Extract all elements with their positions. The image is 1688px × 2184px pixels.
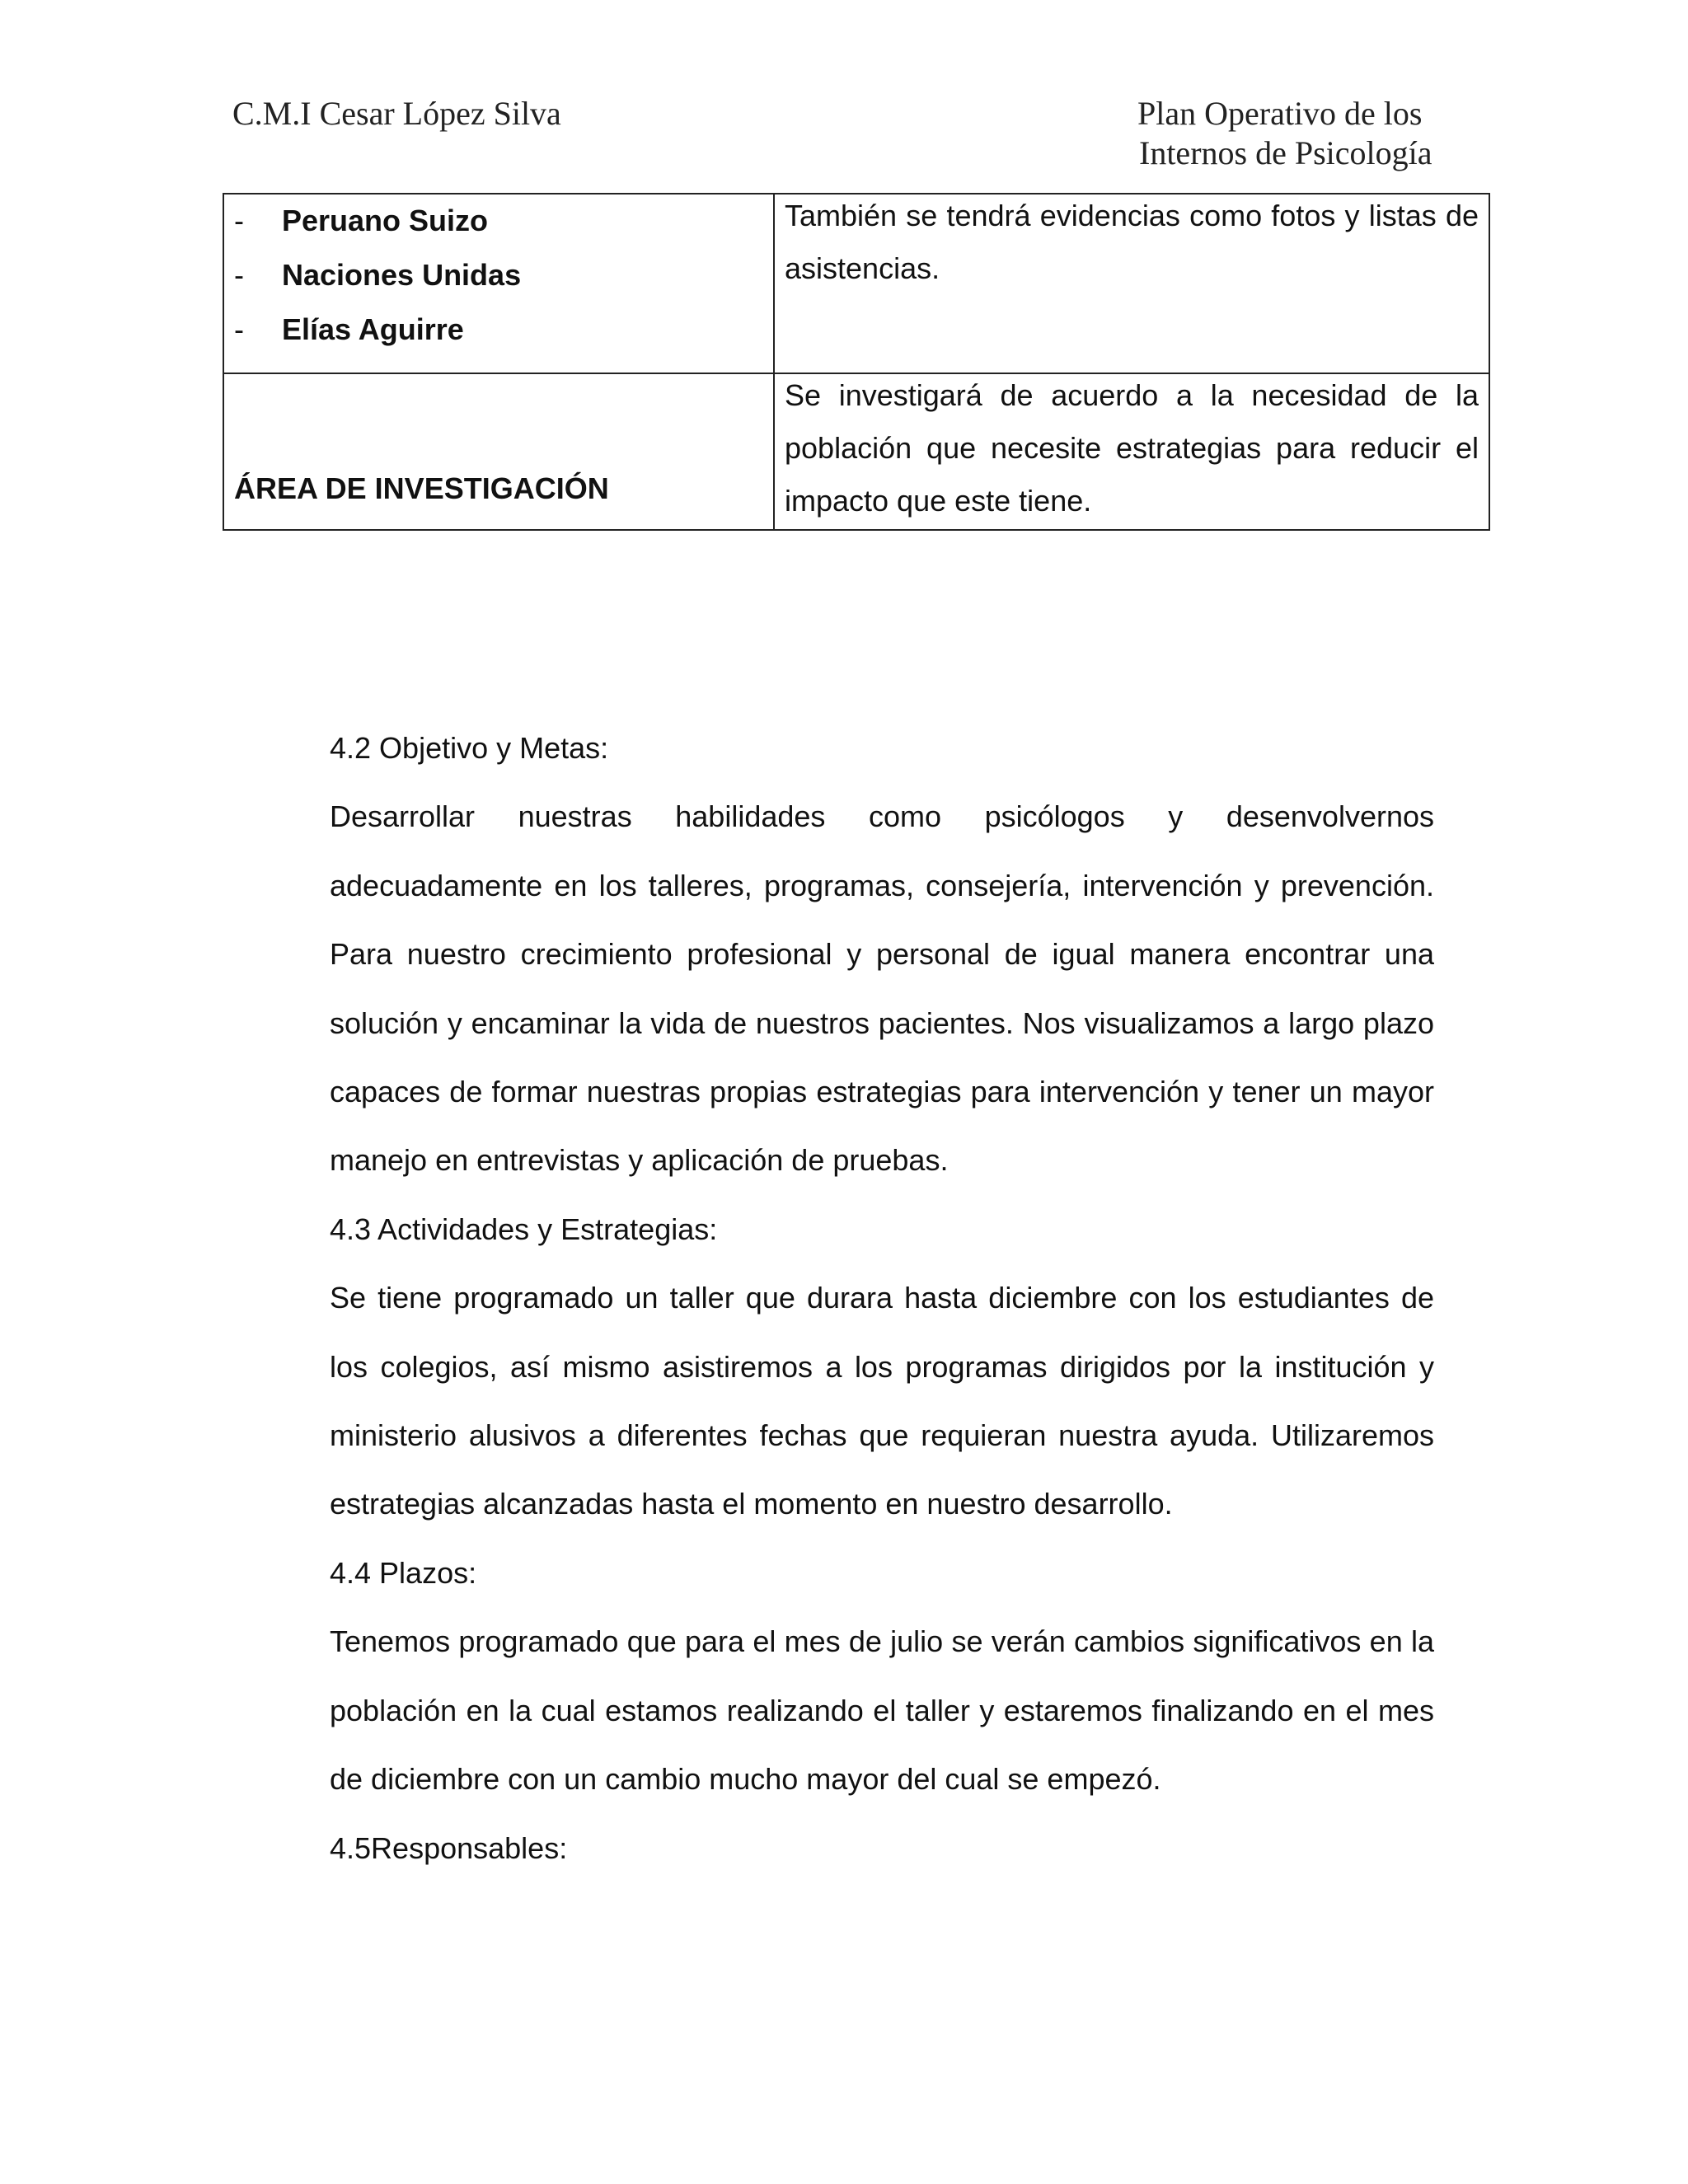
- plan-table: [223, 193, 1490, 531]
- evidence-text: También se tendrá evidencias como fotos y listas de asistencias.: [785, 199, 1479, 285]
- research-text: Se investigará de acuerdo a la necesidad de la población que necesite estrategias para reducir el impacto que este tiene.: [785, 378, 1479, 518]
- list-item-label: Elías Aguirre: [282, 312, 464, 346]
- section-heading-4-3: 4.3 Actividades y Estrategias:: [330, 1212, 718, 1246]
- list-item-label: Naciones Unidas: [282, 258, 522, 292]
- section-4-4-text: Tenemos programado que para el mes de julio se verán cambios significativos en la población en la cual estamos realizando el taller y estaremos finalizando en el mes de diciembre con un cambio mucho mayor del cual se empezó.: [330, 1624, 1434, 1797]
- school-list: [224, 194, 773, 373]
- list-item: [234, 255, 773, 310]
- document-body: [330, 714, 1434, 1882]
- section-heading-4-4: 4.4 Plazos:: [330, 1555, 477, 1590]
- table-row: [223, 194, 1489, 373]
- table-cell-research: [774, 373, 1489, 530]
- list-item-label: Peruano Suizo: [282, 204, 489, 237]
- section-4-3-text: Se tiene programado un taller que durara hasta diciembre con los estudiantes de los colegios, así mismo asistiremos a los programas dirigidos por la institución y ministerio alusivos a diferentes fechas que requieran nuestra ayuda. Utilizaremos estrategias alcanzadas hasta el momento en nuestro desarrollo.: [330, 1281, 1434, 1521]
- header-title-line2: Internos de Psicología: [1139, 134, 1432, 171]
- header-title-line1: Plan Operativo de los: [1137, 95, 1423, 132]
- section-4-2-first-line: Desarrollar nuestras habilidades como psicólogos y desenvolvernos: [330, 799, 1434, 834]
- table-cell-evidence: [774, 194, 1489, 373]
- list-dash: -: [234, 312, 244, 346]
- section-4-2-text: adecuadamente en los talleres, programas, consejería, intervención y prevención. Para nuestro crecimiento profesional y personal de igual manera encontrar una solución y encaminar la vida de nuestros pacientes. Nos visualizamos a largo plazo capaces de formar nuestras propias estrategias para intervención y tener un mayor manejo en entrevistas y aplicación de pruebas.: [330, 868, 1434, 1178]
- list-dash: -: [234, 204, 244, 237]
- list-dash: -: [234, 258, 244, 292]
- list-item: [234, 310, 773, 364]
- section-heading-4-2: 4.2 Objetivo y Metas:: [330, 731, 609, 765]
- table-row: [223, 373, 1489, 530]
- table-cell-area: [223, 373, 774, 530]
- header-institution: C.M.I Cesar López Silva: [232, 95, 561, 132]
- section-heading-4-5: 4.5Responsables:: [330, 1830, 568, 1865]
- table-cell-schools: [223, 194, 774, 373]
- area-label: ÁREA DE INVESTIGACIÓN: [234, 471, 609, 505]
- list-item: [234, 201, 773, 255]
- header-document-title: [1137, 94, 1432, 173]
